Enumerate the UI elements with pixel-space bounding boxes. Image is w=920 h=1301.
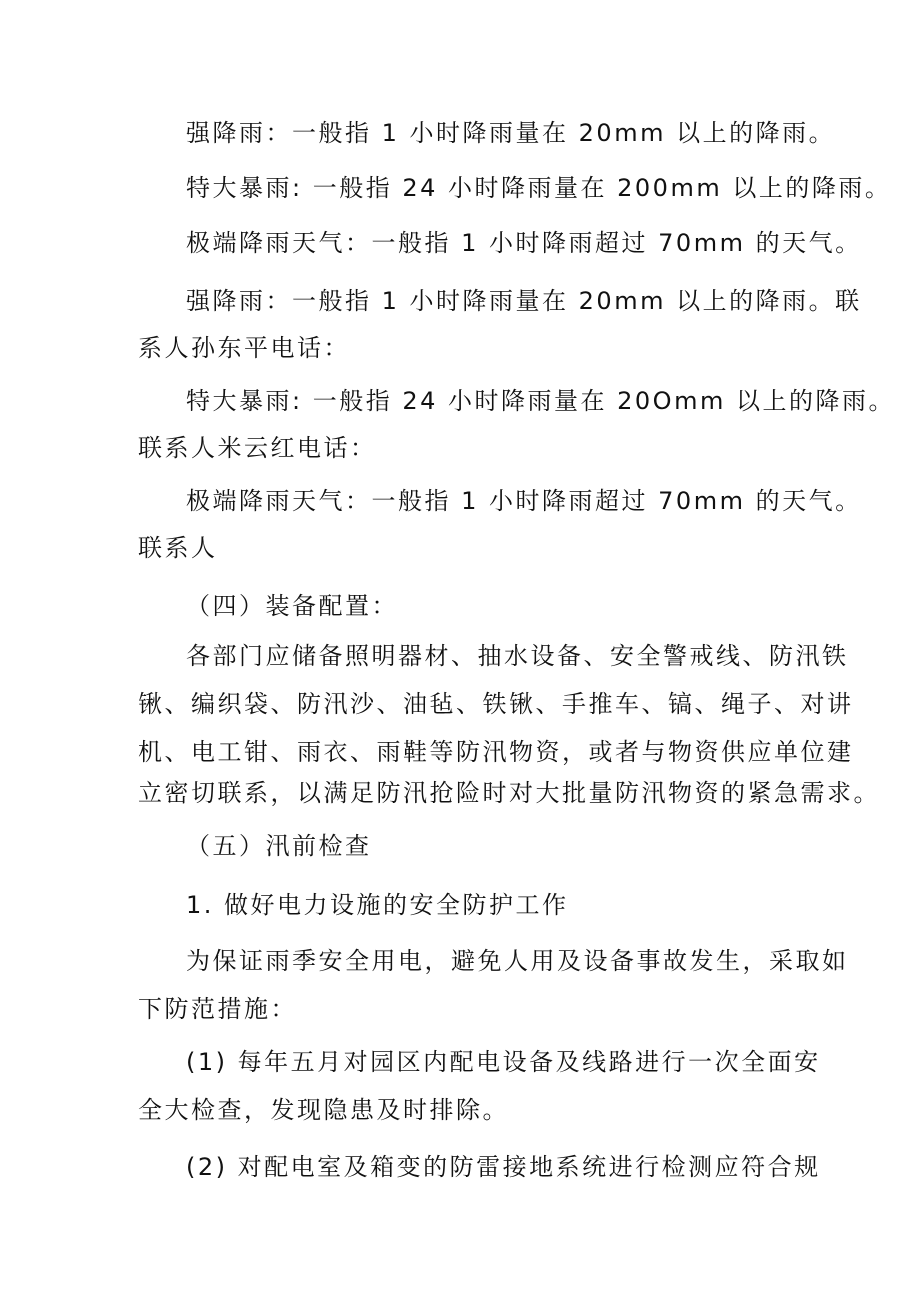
paragraph-line: 极端降雨天气：一般指 1 小时降雨超过 70mm 的天气。	[186, 229, 862, 257]
paragraph-line: 机、电工钳、雨衣、雨鞋等防汛物资，或者与物资供应单位建	[138, 738, 854, 766]
list-item-line: (2) 对配电室及箱变的防雷接地系统进行检测应符合规	[186, 1153, 821, 1181]
paragraph-line: 各部门应储备照明器材、抽水设备、安全警戒线、防汛铁	[186, 642, 849, 670]
paragraph-line: 强降雨：一般指 1 小时降雨量在 20mm 以上的降雨。联	[186, 287, 862, 315]
section-heading: （五）汛前检查	[186, 832, 372, 860]
paragraph-line: 联系人米云红电话：	[138, 434, 377, 462]
paragraph-line: 联系人	[138, 534, 218, 562]
paragraph-line: 锹、编织袋、防汛沙、油毡、铁锹、手推车、镐、绳子、对讲	[138, 690, 854, 718]
paragraph-line: 特大暴雨: 一般指 24 小时降雨量在 200mm 以上的降雨。	[186, 174, 892, 202]
paragraph-line: 全大检查，发现隐患及时排除。	[138, 1096, 509, 1124]
paragraph-line: 特大暴雨: 一般指 24 小时降雨量在 20Omm 以上的降雨。	[186, 387, 895, 415]
paragraph-line: 立密切联系，以满足防汛抢险时对大批量防汛物资的紧急需求。	[138, 779, 880, 807]
paragraph-line: 下防范措施：	[138, 995, 297, 1023]
paragraph-line: 为保证雨季安全用电，避免人用及设备事故发生，采取如	[186, 947, 849, 975]
section-heading: （四）装备配置：	[186, 592, 398, 620]
numbered-heading: 1. 做好电力设施的安全防护工作	[186, 891, 569, 919]
paragraph-line: 强降雨：一般指 1 小时降雨量在 20mm 以上的降雨。	[186, 119, 836, 147]
paragraph-line: 极端降雨天气：一般指 1 小时降雨超过 70mm 的天气。	[186, 487, 862, 515]
paragraph-line: 系人孙东平电话：	[138, 334, 350, 362]
list-item-line: (1) 每年五月对园区内配电设备及线路进行一次全面安	[186, 1048, 821, 1076]
